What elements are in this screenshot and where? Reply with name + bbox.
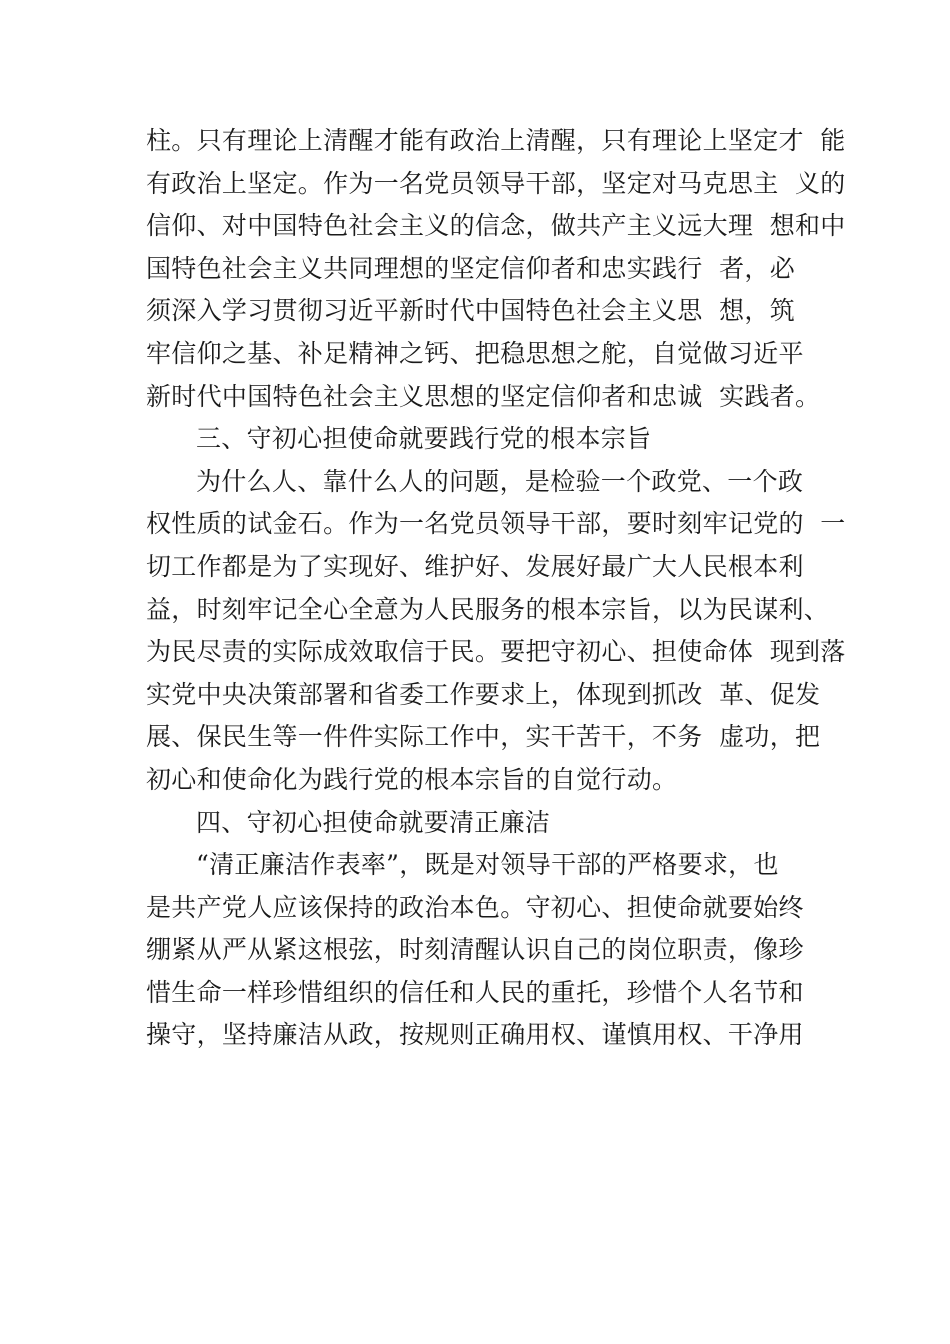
paragraph-1 <box>146 120 846 418</box>
text-line: 信仰、对中国特色社会主义的信念，做共产主义远大理 想和中 <box>146 211 846 241</box>
text-line: 实党中央决策部署和省委工作要求上，体现到抓改 革、促发 <box>146 679 821 709</box>
text-line: 益，时刻牢记全心全意为人民服务的根本宗旨，以为民谋利、 <box>146 594 830 624</box>
section-heading-3: 三、守初心担使命就要践行党的根本宗旨 <box>196 424 652 454</box>
text-line: “清正廉洁作表率”，既是对领导干部的严格要求，也 <box>196 850 779 880</box>
document-body <box>146 120 846 1057</box>
paragraph-3 <box>146 844 846 1057</box>
section-heading-4: 四、守初心担使命就要清正廉洁 <box>196 807 551 837</box>
text-line: 操守，坚持廉洁从政，按规则正确用权、谨慎用权、干净用 <box>146 1020 804 1050</box>
paragraph-2 <box>146 461 846 802</box>
text-line: 惜生命一样珍惜组织的信任和人民的重托，珍惜个人名节和 <box>146 977 804 1007</box>
text-line: 有政治上坚定。作为一名党员领导干部，坚定对马克思主 义的 <box>146 168 846 198</box>
text-line: 切工作都是为了实现好、维护好、发展好最广大人民根本利 <box>146 551 804 581</box>
text-line: 初心和使命化为践行党的根本宗旨的自觉行动。 <box>146 764 678 794</box>
text-line: 展、保民生等一件件实际工作中，实干苦干，不务 虚功，把 <box>146 722 821 752</box>
text-line: 为什么人、靠什么人的问题，是检验一个政党、一个政 <box>196 466 804 496</box>
text-line: 须深入学习贯彻习近平新时代中国特色社会主义思 想，筑 <box>146 296 795 326</box>
text-line: 牢信仰之基、补足精神之钙、把稳思想之舵，自觉做习近平 <box>146 338 804 368</box>
text-line: 权性质的试金石。作为一名党员领导干部，要时刻牢记党的 一 <box>146 509 846 539</box>
text-line: 为民尽责的实际成效取信于民。要把守初心、担使命体 现到落 <box>146 637 846 667</box>
text-line: 绷紧从严从紧这根弦，时刻清醒认识自己的岗位职责，像珍 <box>146 935 804 965</box>
text-line: 国特色社会主义共同理想的坚定信仰者和忠实践行 者，必 <box>146 253 795 283</box>
text-line: 新时代中国特色社会主义思想的坚定信仰者和忠诚 实践者。 <box>146 381 821 411</box>
text-line: 柱。只有理论上清醒才能有政治上清醒，只有理论上坚定才 能 <box>146 126 846 155</box>
text-line: 是共产党人应该保持的政治本色。守初心、担使命就要始终 <box>146 892 804 922</box>
